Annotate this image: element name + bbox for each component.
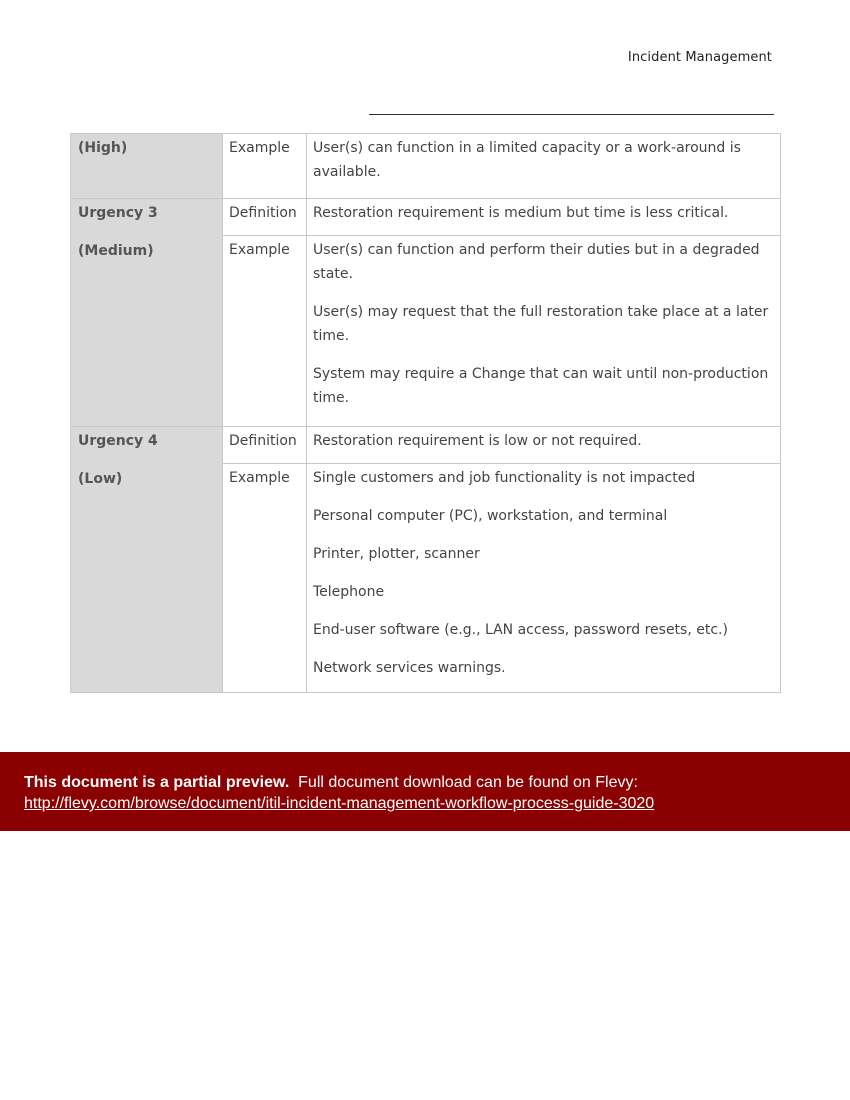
entry-paragraph: Printer, plotter, scanner	[313, 546, 480, 562]
table-row	[71, 134, 781, 199]
entry-text-cell	[307, 134, 781, 199]
entry-paragraph: User(s) can function in a limited capacity or a work-around is available.	[313, 140, 741, 180]
entry-paragraph: User(s) can function and perform their duties but in a degraded state.	[313, 242, 760, 282]
entry-type-cell: Example	[223, 236, 307, 427]
entry-text-cell	[307, 427, 781, 464]
urgency-level-cell	[71, 199, 223, 427]
header-divider	[369, 114, 774, 115]
entry-text-cell	[307, 199, 781, 236]
entry-paragraph: Restoration requirement is low or not required.	[313, 433, 642, 449]
page-header-title: Incident Management	[627, 50, 772, 65]
entry-type-cell: Definition	[223, 427, 307, 464]
entry-text-cell	[307, 464, 781, 693]
entry-text-cell	[307, 236, 781, 427]
entry-type-cell: Example	[223, 134, 307, 199]
urgency-level-label: Urgency 3	[78, 205, 158, 221]
urgency-level-sublabel: (Low)	[78, 471, 123, 487]
entry-paragraph: Telephone	[313, 584, 385, 600]
entry-paragraph: Personal computer (PC), workstation, and terminal	[313, 508, 668, 524]
entry-type-cell: Example	[223, 464, 307, 693]
entry-paragraph: System may require a Change that can wait until non-production time.	[313, 366, 769, 406]
urgency-table	[70, 133, 781, 693]
entry-paragraph: Single customers and job functionality is not impacted	[313, 470, 696, 486]
entry-paragraph: Restoration requirement is medium but time is less critical.	[313, 205, 729, 221]
urgency-level-sublabel: (Medium)	[78, 243, 154, 259]
preview-notice-bold: This document is a partial preview.	[24, 774, 290, 791]
entry-type-cell: Definition	[223, 199, 307, 236]
urgency-level-cell	[71, 134, 223, 199]
entry-paragraph: Network services warnings.	[313, 660, 506, 676]
download-link[interactable]: http://flevy.com/browse/document/itil-incident-management-workflow-process-guide-3020	[24, 795, 655, 812]
urgency-level-cell	[71, 427, 223, 693]
preview-banner	[0, 752, 850, 831]
urgency-level-label: Urgency 4	[78, 433, 158, 449]
table-row	[71, 199, 781, 236]
preview-notice-text: Full document download can be found on Flevy:	[298, 774, 638, 791]
table-row	[71, 427, 781, 464]
entry-paragraph: User(s) may request that the full restoration take place at a later time.	[313, 304, 769, 344]
entry-paragraph: End-user software (e.g., LAN access, password resets, etc.)	[313, 622, 728, 638]
urgency-level-label: (High)	[78, 140, 128, 156]
